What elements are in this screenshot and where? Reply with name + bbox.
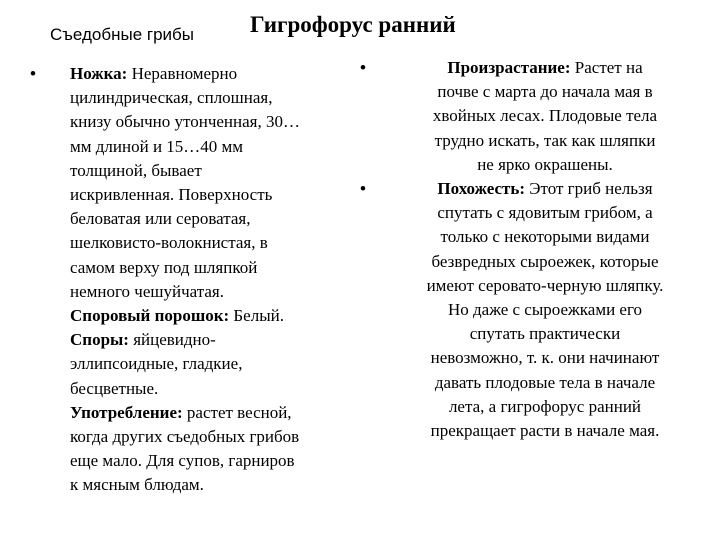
field-text: цилиндрическая, сплошная,	[70, 88, 273, 108]
field-text: трудно искать, так как шляпки	[434, 130, 656, 150]
field-text: Но даже с сыроежками его	[447, 300, 643, 320]
field-text: безвредных сыроежек, которые	[431, 251, 659, 271]
field-text: хвойных лесах. Плодовые тела	[432, 106, 658, 126]
text-line	[400, 80, 690, 104]
field-text: Этот гриб нельзя	[525, 179, 653, 199]
text-line	[400, 395, 690, 419]
text-line	[70, 62, 350, 86]
description-text	[70, 62, 350, 498]
field-label: Употребление:	[70, 402, 183, 422]
field-text: к мясным блюдам.	[70, 475, 204, 495]
text-line	[400, 153, 690, 177]
field-text: спутать практически	[469, 324, 621, 344]
field-text: самом верху под шляпкой	[70, 257, 258, 277]
text-line	[70, 135, 350, 159]
field-text: когда других съедобных грибов	[70, 427, 300, 447]
similarity-text	[400, 177, 690, 443]
field-label: Споровый порошок:	[70, 306, 230, 326]
text-line	[400, 201, 690, 225]
bullet-marker: •	[30, 64, 36, 83]
page-title: Гигрофорус ранний	[250, 12, 456, 37]
field-text: толщиной, бывает	[70, 160, 202, 180]
field-text: искривленная. Поверхность	[70, 185, 273, 205]
left-column	[30, 62, 350, 498]
field-text: спутать с ядовитым грибом, а	[437, 203, 653, 223]
bullet-item-similarity	[360, 177, 690, 443]
text-line	[70, 304, 350, 328]
text-line	[400, 177, 690, 201]
field-text: книзу обычно утонченная, 30…	[70, 112, 300, 132]
bullet-marker: •	[360, 58, 366, 77]
field-text: бесцветные.	[70, 378, 159, 398]
text-line	[70, 280, 350, 304]
text-line	[70, 183, 350, 207]
field-text: немного чешуйчатая.	[70, 281, 224, 301]
text-line	[400, 322, 690, 346]
field-label: Произрастание:	[447, 58, 571, 77]
field-label: Ножка:	[70, 64, 128, 83]
text-line	[400, 419, 690, 443]
field-label: Споры:	[70, 330, 129, 350]
text-line	[70, 110, 350, 134]
text-line	[70, 159, 350, 183]
bullet-item-habitat	[360, 56, 690, 177]
field-text: еще мало. Для супов, гарниров	[70, 451, 295, 471]
field-text: не ярко окрашены.	[477, 154, 613, 174]
text-line	[400, 346, 690, 370]
text-line	[400, 104, 690, 128]
field-text: невозможно, т. к. они начинают	[430, 348, 660, 368]
section-label: Съедобные грибы	[50, 25, 194, 44]
field-text: Растет на	[570, 58, 643, 77]
text-line	[70, 328, 350, 352]
text-line	[400, 274, 690, 298]
field-text: прекращает расти в начале мая.	[430, 421, 660, 441]
text-line	[400, 56, 690, 80]
text-line	[400, 298, 690, 322]
text-line	[70, 473, 350, 497]
text-line	[400, 129, 690, 153]
text-line	[400, 371, 690, 395]
field-label: Похожесть:	[437, 179, 526, 199]
field-text: имеют серовато-черную шляпку.	[426, 275, 664, 295]
field-text: растет весной,	[182, 402, 292, 422]
field-text: Белый.	[229, 306, 284, 326]
habitat-text	[400, 56, 690, 177]
field-text: эллипсоидные, гладкие,	[70, 354, 243, 374]
field-text: беловатая или сероватая,	[70, 209, 251, 229]
text-line	[70, 231, 350, 255]
bullet-marker: •	[360, 179, 366, 199]
text-line	[70, 425, 350, 449]
field-text: лета, а гигрофорус ранний	[448, 396, 642, 416]
field-text: почве с марта до начала мая в	[437, 82, 653, 102]
field-text: шелковисто-волокнистая, в	[70, 233, 268, 253]
text-line	[400, 225, 690, 249]
text-line	[400, 250, 690, 274]
text-line	[70, 86, 350, 110]
right-column	[360, 56, 690, 443]
field-text: Неравномерно	[127, 64, 238, 83]
text-line	[70, 377, 350, 401]
field-text: давать плодовые тела в начале	[434, 372, 656, 392]
field-text: только с некоторыми видами	[440, 227, 650, 247]
text-line	[70, 401, 350, 425]
field-text: яйцевидно-	[128, 330, 216, 350]
text-line	[70, 352, 350, 376]
field-text: мм длиной и 15…40 мм	[70, 136, 244, 156]
text-line	[70, 256, 350, 280]
bullet-item-description	[30, 62, 350, 498]
text-line	[70, 207, 350, 231]
text-line	[70, 449, 350, 473]
